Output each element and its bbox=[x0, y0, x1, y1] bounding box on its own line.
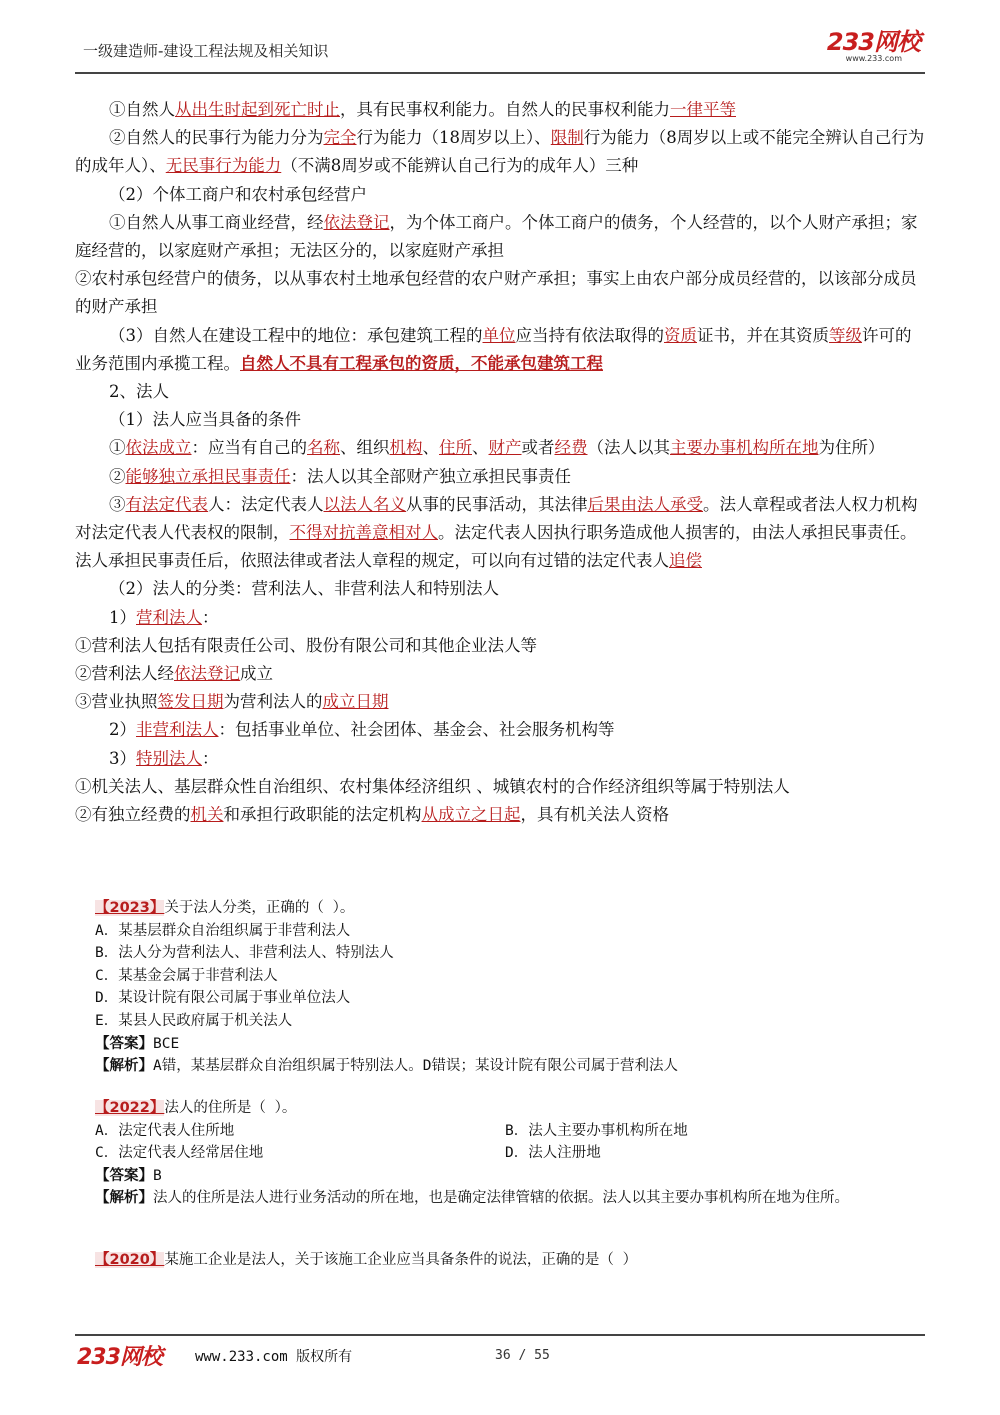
paragraph-text: 3） bbox=[109, 748, 136, 768]
body-paragraph bbox=[75, 632, 927, 660]
paragraph-text: 为住所） bbox=[818, 438, 885, 458]
option-d: D．法人注册地 bbox=[505, 1145, 601, 1162]
paragraph-text: 2） bbox=[109, 720, 136, 740]
page-number: 36 / 55 bbox=[495, 1348, 550, 1363]
paragraph-text: 行为能力（18周岁以上）、 bbox=[356, 128, 551, 148]
key-term: 从出生时起到死亡时止 bbox=[175, 100, 340, 119]
key-term: 依法登记 bbox=[174, 664, 240, 684]
key-term: 依法成立 bbox=[125, 438, 192, 458]
key-term: 机关 bbox=[190, 805, 224, 825]
paragraph-text: ： bbox=[202, 748, 219, 768]
paragraph-text: 、 bbox=[472, 438, 489, 458]
paragraph-text: ②营利法人经 bbox=[75, 664, 174, 684]
key-term: 名称 bbox=[307, 438, 340, 458]
key-term: 不得对抗善意相对人 bbox=[289, 523, 438, 543]
paragraph-text: （法人以其 bbox=[587, 438, 670, 458]
body-paragraph bbox=[75, 604, 927, 632]
question-2020 bbox=[95, 1249, 925, 1272]
key-term: 能够独立承担民事责任 bbox=[125, 466, 291, 486]
key-term: 营利法人 bbox=[136, 607, 202, 627]
paragraph-text: ③ bbox=[109, 494, 126, 514]
logo-text: 233网校 bbox=[826, 28, 920, 56]
brand-logo bbox=[827, 30, 920, 64]
body-paragraph bbox=[75, 322, 927, 378]
key-term: 有法定代表 bbox=[125, 494, 208, 514]
option-e: E．某县人民政府属于机关法人 bbox=[95, 1012, 293, 1029]
option-c: C．某基金会属于非营利法人 bbox=[95, 967, 278, 984]
paragraph-text: ①营利法人包括有限责任公司、股份有限公司和其他企业法人等 bbox=[75, 635, 537, 655]
body-paragraph bbox=[75, 801, 927, 829]
paragraph-text: ，具有民事权利能力。自然人的民事权利能力 bbox=[340, 100, 670, 119]
header-title: 一级建造师-建设工程法规及相关知识 bbox=[83, 42, 329, 60]
key-term: 住所 bbox=[439, 438, 472, 458]
page-footer bbox=[75, 1334, 925, 1370]
paragraph-text: ①机关法人、基层群众性自治组织、农村集体经济组织 、城镇农村的合作经济组织等属于特别法人 bbox=[75, 776, 790, 796]
paragraph-text: 或者 bbox=[521, 438, 555, 458]
page-header bbox=[75, 30, 925, 74]
key-statement: 自然人不具有工程承包的资质，不能承包建筑工程 bbox=[240, 353, 603, 373]
question-2023 bbox=[95, 897, 925, 1078]
key-term: 机构 bbox=[389, 438, 423, 458]
paragraph-text: （2）法人的分类：营利法人、非营利法人和特别法人 bbox=[109, 579, 499, 599]
key-term: 签发日期 bbox=[157, 692, 224, 712]
question-stem: 法人的住所是（ ）。 bbox=[164, 1100, 297, 1116]
paragraph-text: ：包括事业单位、社会团体、基金会、社会服务机构等 bbox=[218, 720, 615, 740]
key-term: 成立日期 bbox=[322, 692, 389, 712]
question-2022 bbox=[95, 1097, 925, 1210]
key-term: 特别法人 bbox=[136, 748, 202, 768]
body-paragraph bbox=[75, 745, 927, 773]
paragraph-text: ① bbox=[109, 438, 126, 458]
answer-value: B bbox=[153, 1167, 162, 1184]
key-term: 后果由法人承受 bbox=[587, 494, 703, 514]
key-term: 追偿 bbox=[669, 551, 702, 571]
body-paragraph bbox=[75, 378, 927, 406]
key-term: 经费 bbox=[554, 438, 588, 458]
body-paragraph bbox=[75, 124, 927, 180]
key-term: 非营利法人 bbox=[136, 720, 219, 740]
body-paragraph bbox=[75, 96, 927, 124]
paragraph-text: ，为个体工商户。个体工商户的债务，个人经营的，以个人财产承担；家庭经营的，以家庭财产承担；无法区分的，以家庭财产承担 bbox=[75, 212, 918, 261]
header-divider bbox=[75, 72, 925, 74]
key-term: 以法人名义 bbox=[323, 494, 406, 514]
answer-tag: 【答案】 bbox=[95, 1035, 153, 1052]
analysis-text: A错，某基层群众自治组织属于特别法人。D错误；某设计院有限公司属于营利法人 bbox=[153, 1058, 678, 1075]
paragraph-text: 和承担行政职能的法定机构 bbox=[223, 805, 422, 825]
paragraph-text: 证书，并在其资质 bbox=[697, 325, 829, 345]
paragraph-text: 行为能力（8周岁以上或不能完全辨认自己行为的成年人）、 bbox=[75, 128, 925, 176]
key-term: 等级 bbox=[829, 325, 862, 345]
paragraph-text: ②农村承包经营户的债务，以从事农村土地承包经营的农户财产承担；事实上由农户部分成员经营的，以该部分成员的财产承担 bbox=[75, 269, 917, 317]
main-content bbox=[75, 96, 927, 829]
paragraph-text: 从事的民事活动，其法律 bbox=[406, 494, 588, 514]
paragraph-text: ①自然人从事工商业经营，经 bbox=[109, 212, 324, 232]
key-term: 依法登记 bbox=[323, 212, 390, 232]
analysis-tag: 【解析】 bbox=[95, 1058, 153, 1075]
paragraph-text: 为营利法人的 bbox=[223, 692, 323, 712]
paragraph-text: 许可的业务范围内承揽工程。 bbox=[75, 325, 912, 373]
body-paragraph bbox=[75, 406, 927, 434]
body-paragraph bbox=[75, 773, 927, 801]
paragraph-text: （2）个体工商户和农村承包经营户 bbox=[109, 184, 367, 204]
paragraph-text: 2、法人 bbox=[109, 382, 169, 402]
option-a: A．法定代表人住所地 bbox=[95, 1122, 235, 1139]
question-year: 【2020】 bbox=[95, 1252, 165, 1268]
body-paragraph bbox=[75, 491, 927, 576]
question-stem: 某施工企业是法人，关于该施工企业应当具备条件的说法，正确的是（ ） bbox=[164, 1252, 638, 1268]
paragraph-text: 、组织 bbox=[340, 438, 390, 458]
paragraph-text: 成立 bbox=[240, 664, 273, 684]
key-term: 财产 bbox=[488, 438, 522, 458]
body-paragraph bbox=[75, 660, 927, 688]
paragraph-text: 人：法定代表人 bbox=[208, 494, 324, 514]
key-term: 无民事行为能力 bbox=[165, 156, 282, 176]
logo-url: www.233.com bbox=[845, 54, 902, 63]
footer-copyright: www.233.com 版权所有 bbox=[195, 1349, 353, 1365]
option-a: A．某基层群众自治组织属于非营利法人 bbox=[95, 922, 351, 939]
paragraph-text: 1） bbox=[109, 607, 136, 627]
paragraph-text: ② bbox=[109, 466, 126, 486]
option-b: B．法人主要办事机构所在地 bbox=[505, 1122, 688, 1139]
body-paragraph bbox=[75, 181, 927, 209]
question-stem: 关于法人分类，正确的（ ）。 bbox=[164, 900, 355, 916]
footer-divider bbox=[75, 1334, 925, 1336]
paragraph-text: （3）自然人在建设工程中的地位：承包建筑工程的 bbox=[109, 325, 483, 345]
answer-tag: 【答案】 bbox=[95, 1167, 153, 1184]
paragraph-text: ②自然人的民事行为能力分为 bbox=[109, 128, 324, 148]
paragraph-text: ①自然人 bbox=[109, 100, 175, 119]
option-b: B．法人分为营利法人、非营利法人、特别法人 bbox=[95, 945, 394, 962]
paragraph-text: ： bbox=[202, 607, 219, 627]
question-year: 【2022】 bbox=[95, 1100, 165, 1116]
paragraph-text: ，具有机关法人资格 bbox=[520, 805, 669, 825]
option-c: C．法定代表人经常居住地 bbox=[95, 1145, 264, 1162]
paragraph-text: 。法人章程或者法人权力机构对法定代表人代表权的限制， bbox=[75, 494, 918, 543]
analysis-text: 法人的住所是法人进行业务活动的所在地，也是确定法律管辖的依据。法人以其主要办事机构所在地为住所。 bbox=[153, 1190, 849, 1207]
paragraph-text: 、 bbox=[422, 438, 439, 458]
key-term: 从成立之日起 bbox=[421, 805, 521, 825]
paragraph-text: （不满8周岁或不能辨认自己行为的成年人）三种 bbox=[281, 156, 639, 176]
key-term: 单位 bbox=[482, 325, 516, 345]
body-paragraph bbox=[75, 434, 927, 462]
key-term: 一律平等 bbox=[670, 100, 736, 119]
body-paragraph bbox=[75, 688, 927, 716]
key-term: 主要办事机构所在地 bbox=[670, 438, 819, 458]
key-term: 限制 bbox=[550, 128, 584, 148]
footer-logo: 233网校 bbox=[77, 1345, 162, 1370]
paragraph-text: ③营业执照 bbox=[75, 692, 158, 712]
body-paragraph bbox=[75, 463, 927, 491]
key-term: 完全 bbox=[323, 128, 357, 148]
paragraph-text: （1）法人应当具备的条件 bbox=[109, 410, 301, 430]
paragraph-text: ：法人以其全部财产独立承担民事责任 bbox=[290, 466, 571, 486]
option-d: D．某设计院有限公司属于事业单位法人 bbox=[95, 990, 351, 1007]
body-paragraph bbox=[75, 209, 927, 265]
answer-value: BCE bbox=[153, 1035, 180, 1052]
key-term: 资质 bbox=[664, 325, 697, 345]
body-paragraph bbox=[75, 716, 927, 744]
body-paragraph bbox=[75, 575, 927, 603]
analysis-tag: 【解析】 bbox=[95, 1190, 153, 1207]
paragraph-text: 应当持有依法取得的 bbox=[515, 325, 664, 345]
paragraph-text: ：应当有自己的 bbox=[191, 438, 307, 458]
body-paragraph bbox=[75, 265, 927, 321]
paragraph-text: ②有独立经费的 bbox=[75, 805, 191, 825]
paragraph-text: 。法定代表人因执行职务造成他人损害的，由法人承担民事责任。法人承担民事责任后，依照法律或者法人章程的规定，可以向有过错的法定代表人 bbox=[75, 523, 917, 571]
question-year: 【2023】 bbox=[95, 900, 165, 916]
